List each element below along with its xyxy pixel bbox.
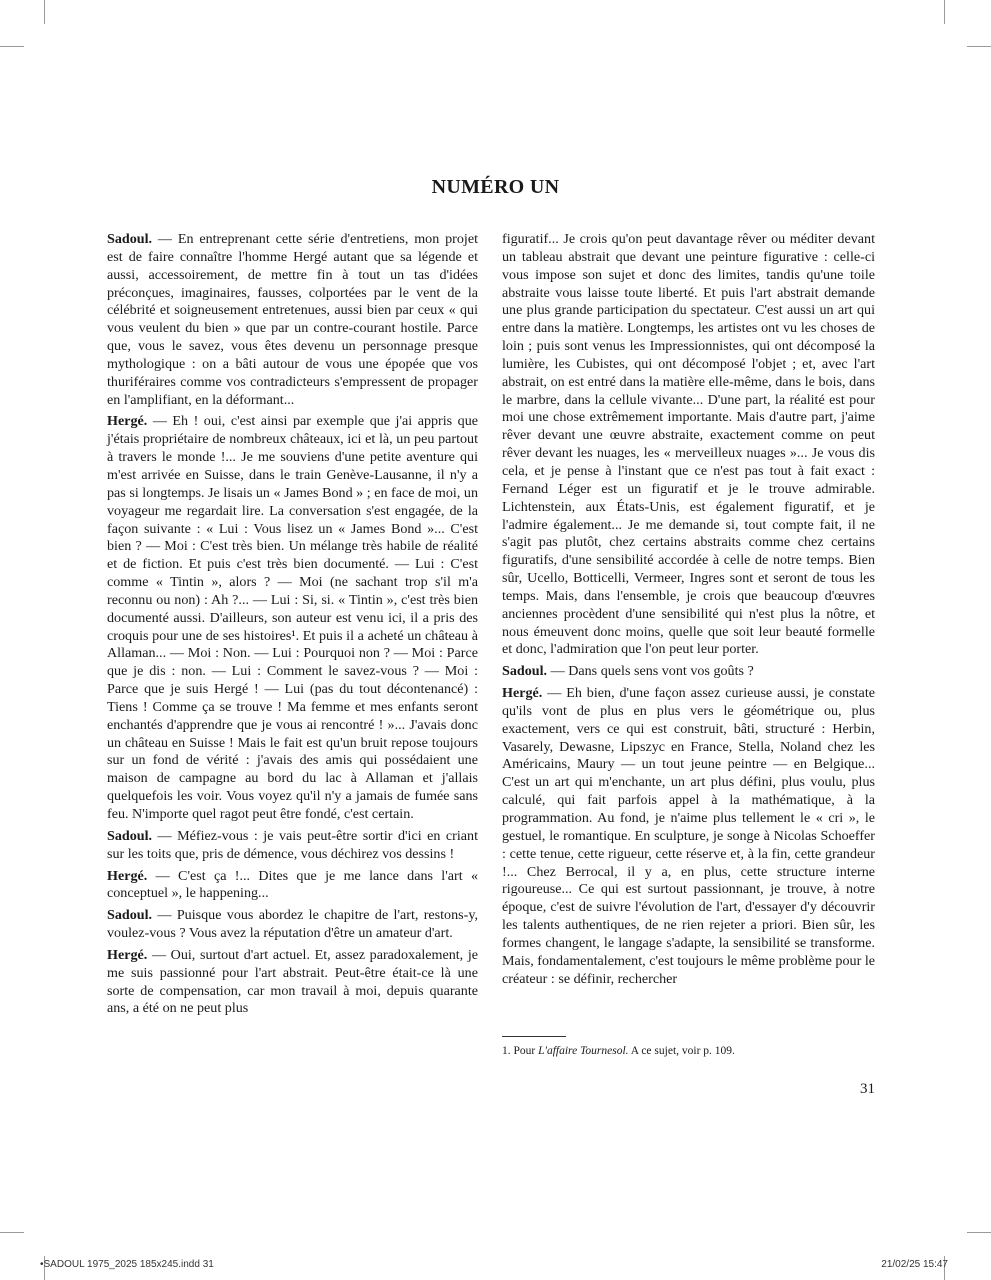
paragraph [107,907,478,943]
footnote [502,1044,875,1059]
print-slug-file: •SADOUL 1975_2025 185x245.indd 31 [40,1259,214,1270]
crop-mark [44,0,45,24]
crop-mark [0,46,24,47]
speaker-name: Hergé. [502,685,543,702]
speaker-name: Sadoul. [107,231,153,247]
paragraph-text: — En entreprenant cette série d'entretiens, mon projet est de faire connaître l'homme Hergé autant que sa légende et aussi, accessoirement, de mettre fin à tout un tas d'idées préconçues, imaginaires, fausses, colportées par le vent de la célébrité et soigneusement entretenues, aussi bien par ceux « qui vous veulent du bien » que par un contre-courant hostile. Parce que, vous le savez, vous êtes devenu un personnage presque mythologique : on a bâti autour de vous une épopée que vos thuriféraires comme vos contradicteurs s'empressent de propager en l'amplifiant, en la déformant... [107,231,478,408]
paragraph [502,663,875,681]
paragraph [107,231,478,409]
speaker-name: Hergé. [107,946,148,963]
speaker-name: Hergé. [107,867,148,884]
print-slug-date: 21/02/25 15:47 [881,1259,948,1270]
paragraph-text: — Eh ! oui, c'est ainsi par exemple que j'ai appris que j'étais propriétaire de nombreux châteaux, ici et là, un peu partout à travers le monde !... Je me souviens d'une petite aventure qui m'est arrivée en Suisse, dans le train Genève-Lausanne, il n'y a pas si longtemps. Je lisais un « James Bond » ; en face de moi, un voyageur me regardait lire. La conversation s'est engagée, de la façon suivante : « Lui : Vous lisez un « James Bond »... C'est bien ? — Moi : C'est très bien. Un mélange très habile de réalité et de fiction. Et puis c'est très bien documenté. — Lui : C'est comme « Tintin », alors ? — Moi (ne sachant trop s'il m'a reconnu ou non) : Ah ?... — Lui : Si, si. « Tintin », c'est très bien documenté aussi. D'ailleurs, son auteur est venu ici, il a pris des croquis pour une de ses histoires¹. Et puis il a acheté un château à Allaman... — Moi : Non. — Lui : Pourquoi non ? — Moi : Parce que je dis : non. — Lui : Comment le savez-vous ? — Moi : Parce que je suis Hergé ! — Lui (pas du tout décontenancé) : Tiens ! Comme ça se trouve ! Ma femme et mes enfants seront enchantés d'apprendre que je vous ai rencontré ! »... J'avais donc un château en Suisse ! Mais le fait est qu'un bruit repose toujours sur un fond de vérité : j'avais des amis qui possédaient une maison de campagne au bord du lac à Allaman et j'allais quelquefois les voir. Vous voyez qu'il n'y a jamais de fumée sans feu. N'importe quel ragot peut être fondé, c'est certain. [107,413,478,822]
paragraph-text: — Oui, surtout d'art actuel. Et, assez paradoxalement, je me suis passionné pour l'art abstrait. Peut-être était-ce là une sorte de compensation, car mon travail à moi, depuis quarante ans, a été on ne peut plus [107,946,478,1017]
paragraph-text: — C'est ça !... Dites que je me lance dans l'art « conceptuel », le happening... [107,867,478,902]
speaker-name: Sadoul. [107,827,153,844]
paragraph-text: figuratif... Je crois qu'on peut davantage rêver ou méditer devant un tableau abstrait que devant une peinture figurative : celle-ci vous impose son sujet et donc des limites, tandis qu'une toile abstraite vous laisse toute liberté. Et puis l'art abstrait demande une plus grande participation du spectateur. C'est aussi un art qui entre dans la matière. Longtemps, les artistes ont vu les choses de loin ; puis sont venus les Impressionnistes, qui ont décomposé la lumière, les Cubistes, qui ont décomposé l'objet ; et, avec l'art abstrait, on est entré dans la matière elle-même, dans le bois, dans le marbre, dans la cellule vivante... D'une part, la réalité est pour moi une chose extrêmement importante. Mais d'autre part, j'aime rêver devant une œuvre abstraite, exactement comme on peut rêver devant les nuages, les « merveilleux nuages »... Je vous dis cela, et je pense à l'instant que ce n'est pas tout à fait exact : Fernand Léger est un figuratif et je le trouve admirable. Lichtenstein, aux États-Unis, est également figuratif, et je l'admire également... Je me demande si, tout compte fait, il ne s'agit pas plutôt, chez certains abstraits comme chez certains figuratifs, d'une sensibilité accordée à celle de notre temps. Bien sûr, Ucello, Botticelli, Vermeer, Ingres sont et seront de tous les temps. Mais, dans l'ensemble, je crois que beaucoup d'œuvres anciennes procèdent d'une sensibilité qui n'est plus la nôtre, et nous émeuvent donc moins, quelle que soit leur beauté formelle et donc, l'admiration que l'on peut leur porter. [502,231,875,658]
crop-mark [967,1232,991,1233]
footnote-title: L'affaire Tournesol. [538,1045,629,1057]
paragraph [502,231,875,659]
footnote-number: 1. [502,1045,511,1057]
paragraph-text: — Eh bien, d'une façon assez curieuse aussi, je constate qu'ils vont de plus en plus vers le géométrique ou, plus exactement, vers ce qui est construit, bâti, structuré : Herbin, Vasarely, Dewasne, Lipszyc en France, Stella, Noland chez les Américains, Maury — un tout jeune peintre — en Belgique... C'est un art qui m'enchante, un art plus défini, plus voulu, plus calculé, qui fait parfois appel à la mathématique, à la programmation. Au fond, je n'aime plus tellement le « cri », le gestuel, le romantique. En sculpture, je songe à Nicolas Schoeffer : cette tenue, cette rigueur, cette réserve et, à la fin, cette grandeur !... Chez Berrocal, il y a, en plus, cette structure interne rigoureuse... Ce qui est surtout passionnant, je trouve, à notre époque, c'est de suivre l'évolution de l'art, d'essayer d'y découvrir les talents authentiques, de ne rien rejeter a priori. Bien sûr, les formes changent, le langage s'adapte, la sensibilité se transforme. Mais, fondamentalement, c'est toujours le même problème pour le créateur : se définir, rechercher [502,685,875,987]
paragraph [107,868,478,904]
paragraph-text: — Puisque vous abordez le chapitre de l'art, restons-y, voulez-vous ? Vous avez la réputation d'être un amateur d'art. [107,907,478,942]
page-title: NUMÉRO UN [431,176,560,198]
paragraph-text: — Dans quels sens vont vos goûts ? [547,663,754,680]
speaker-name: Sadoul. [107,907,153,924]
speaker-name: Hergé. [107,413,148,430]
footnote-text: Pour [510,1045,539,1057]
crop-mark [967,46,991,47]
paragraph [107,413,478,823]
right-column [502,231,875,992]
paragraph-text: — Méfiez-vous : je vais peut-être sortir d'ici en criant sur les toits que, pris de démence, vous déchirez vos dessins ! [107,827,478,862]
crop-mark [944,0,945,24]
paragraph [107,828,478,864]
footnote-rule [502,1036,566,1037]
speaker-name: Sadoul. [502,663,548,680]
page-number: 31 [860,1081,875,1097]
crop-mark [0,1232,24,1233]
paragraph [502,685,875,988]
footnote-text: A ce sujet, voir p. 109. [628,1045,735,1057]
paragraph [107,947,478,1018]
left-column [107,231,478,1022]
